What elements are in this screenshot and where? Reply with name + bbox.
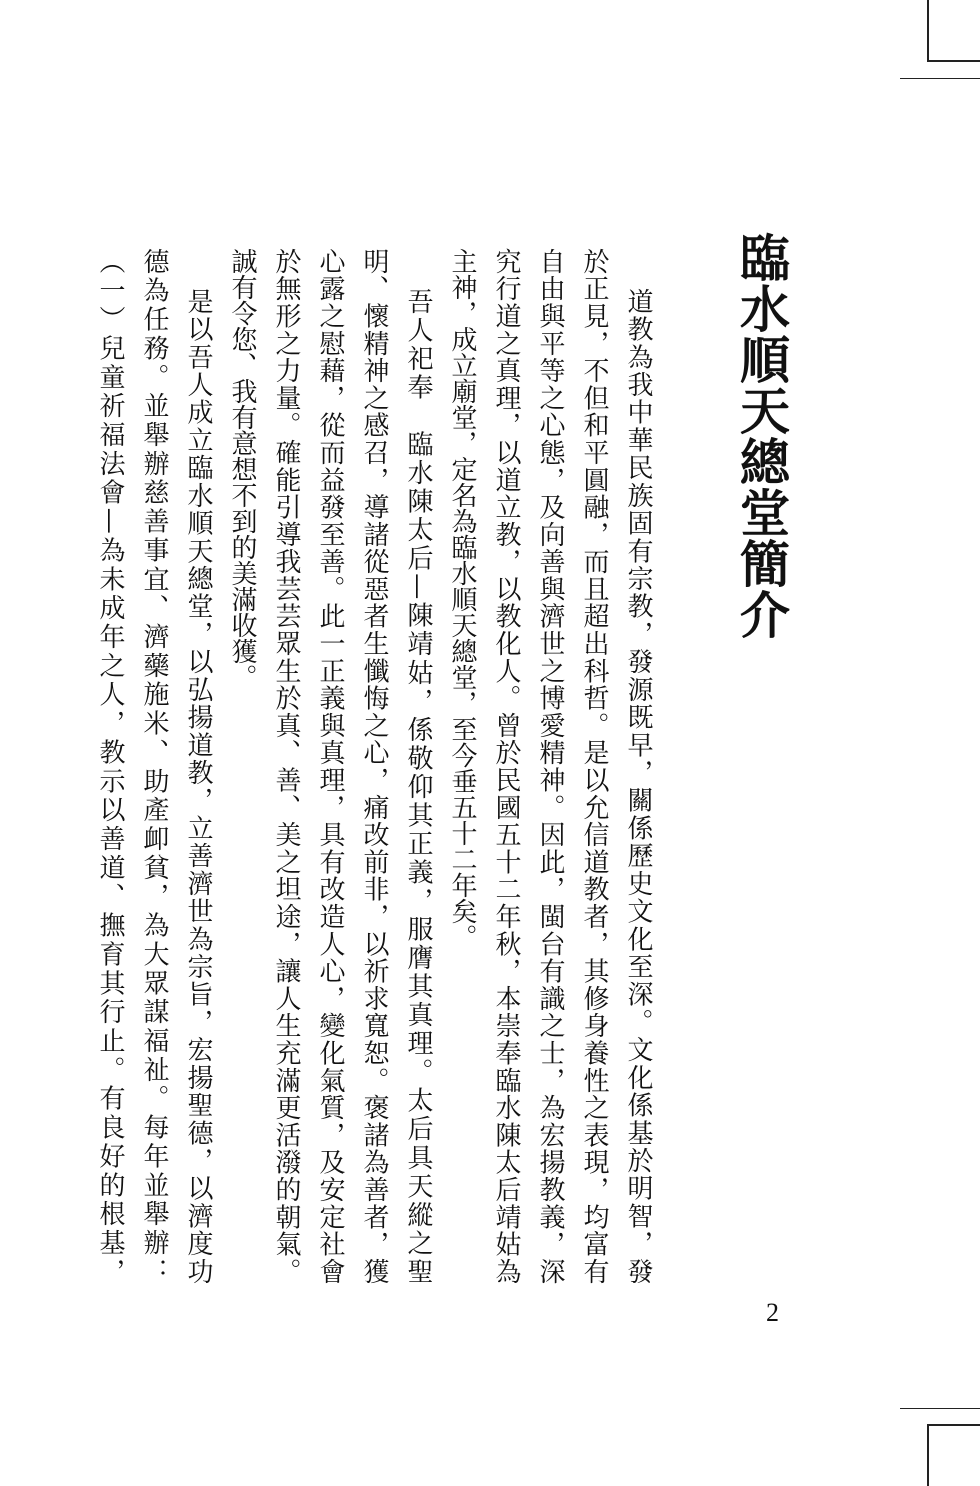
crop-mark-bottom-inner (900, 1408, 980, 1409)
text-column: 於正見，不但和平圓融，而且超出科哲。是以允信道教者，其修身養性之表現，均富有 (579, 248, 609, 1284)
text-column: 道教為我中華民族固有宗教，發源既早，關係歷史文化至深。文化係基於明智，發 (623, 288, 653, 1284)
text-column: 吾人祀奉 臨水陳太后—陳靖姑，係敬仰其正義，服膺其真理。太后具天縱之聖 (403, 288, 433, 1284)
text-column: 自由與平等之心態，及向善與濟世之博愛精神。因此，閩台有識之士，為宏揚教義，深 (535, 248, 565, 1284)
crop-mark-bottom-horizontal (927, 1424, 980, 1426)
crop-mark-top-vertical (927, 0, 929, 62)
text-column: 於無形之力量。確能引導我芸芸眾生於真、善、美之坦途，讓人生充滿更活潑的朝氣。 (271, 248, 301, 1284)
crop-mark-top-inner (900, 78, 980, 79)
crop-mark-bottom-vertical (927, 1424, 929, 1486)
text-column: 究行道之真理，以道立教，以教化人。曾於民國五十二年秋，本崇奉臨水陳太后靖姑為 (491, 248, 521, 1284)
page-number: 2 (766, 1298, 779, 1327)
text-column: 誠有令您、我有意想不到的美滿收獲。 (227, 248, 257, 690)
text-column: （一）兒童祈福法會—為未成年之人，教示以善道、撫育其行止。有良好的根基， (95, 248, 125, 1284)
text-column: 德為任務。並舉辦慈善事宜、濟藥施米、助產卹貧，為大眾謀福祉。每年並舉辦： (139, 248, 169, 1284)
page-title: 臨水順天總堂簡介 (732, 232, 790, 640)
text-column: 心露之慰藉，從而益發至善。此一正義與真理，具有改造人心，變化氣質，及安定社會 (315, 248, 345, 1284)
text-column: 是以吾人成立臨水順天總堂，以弘揚道教，立善濟世為宗旨，宏揚聖德，以濟度功 (183, 288, 213, 1284)
crop-mark-top-horizontal (927, 60, 980, 62)
text-column: 主神，成立廟堂，定名為臨水順天總堂，至今垂五十二年矣。 (447, 248, 477, 950)
text-column: 明、懷精神之感召，導諸從惡者生懺悔之心，痛改前非，以祈求寬恕。褒諸為善者，獲 (359, 248, 389, 1284)
body-text (88, 248, 660, 1284)
